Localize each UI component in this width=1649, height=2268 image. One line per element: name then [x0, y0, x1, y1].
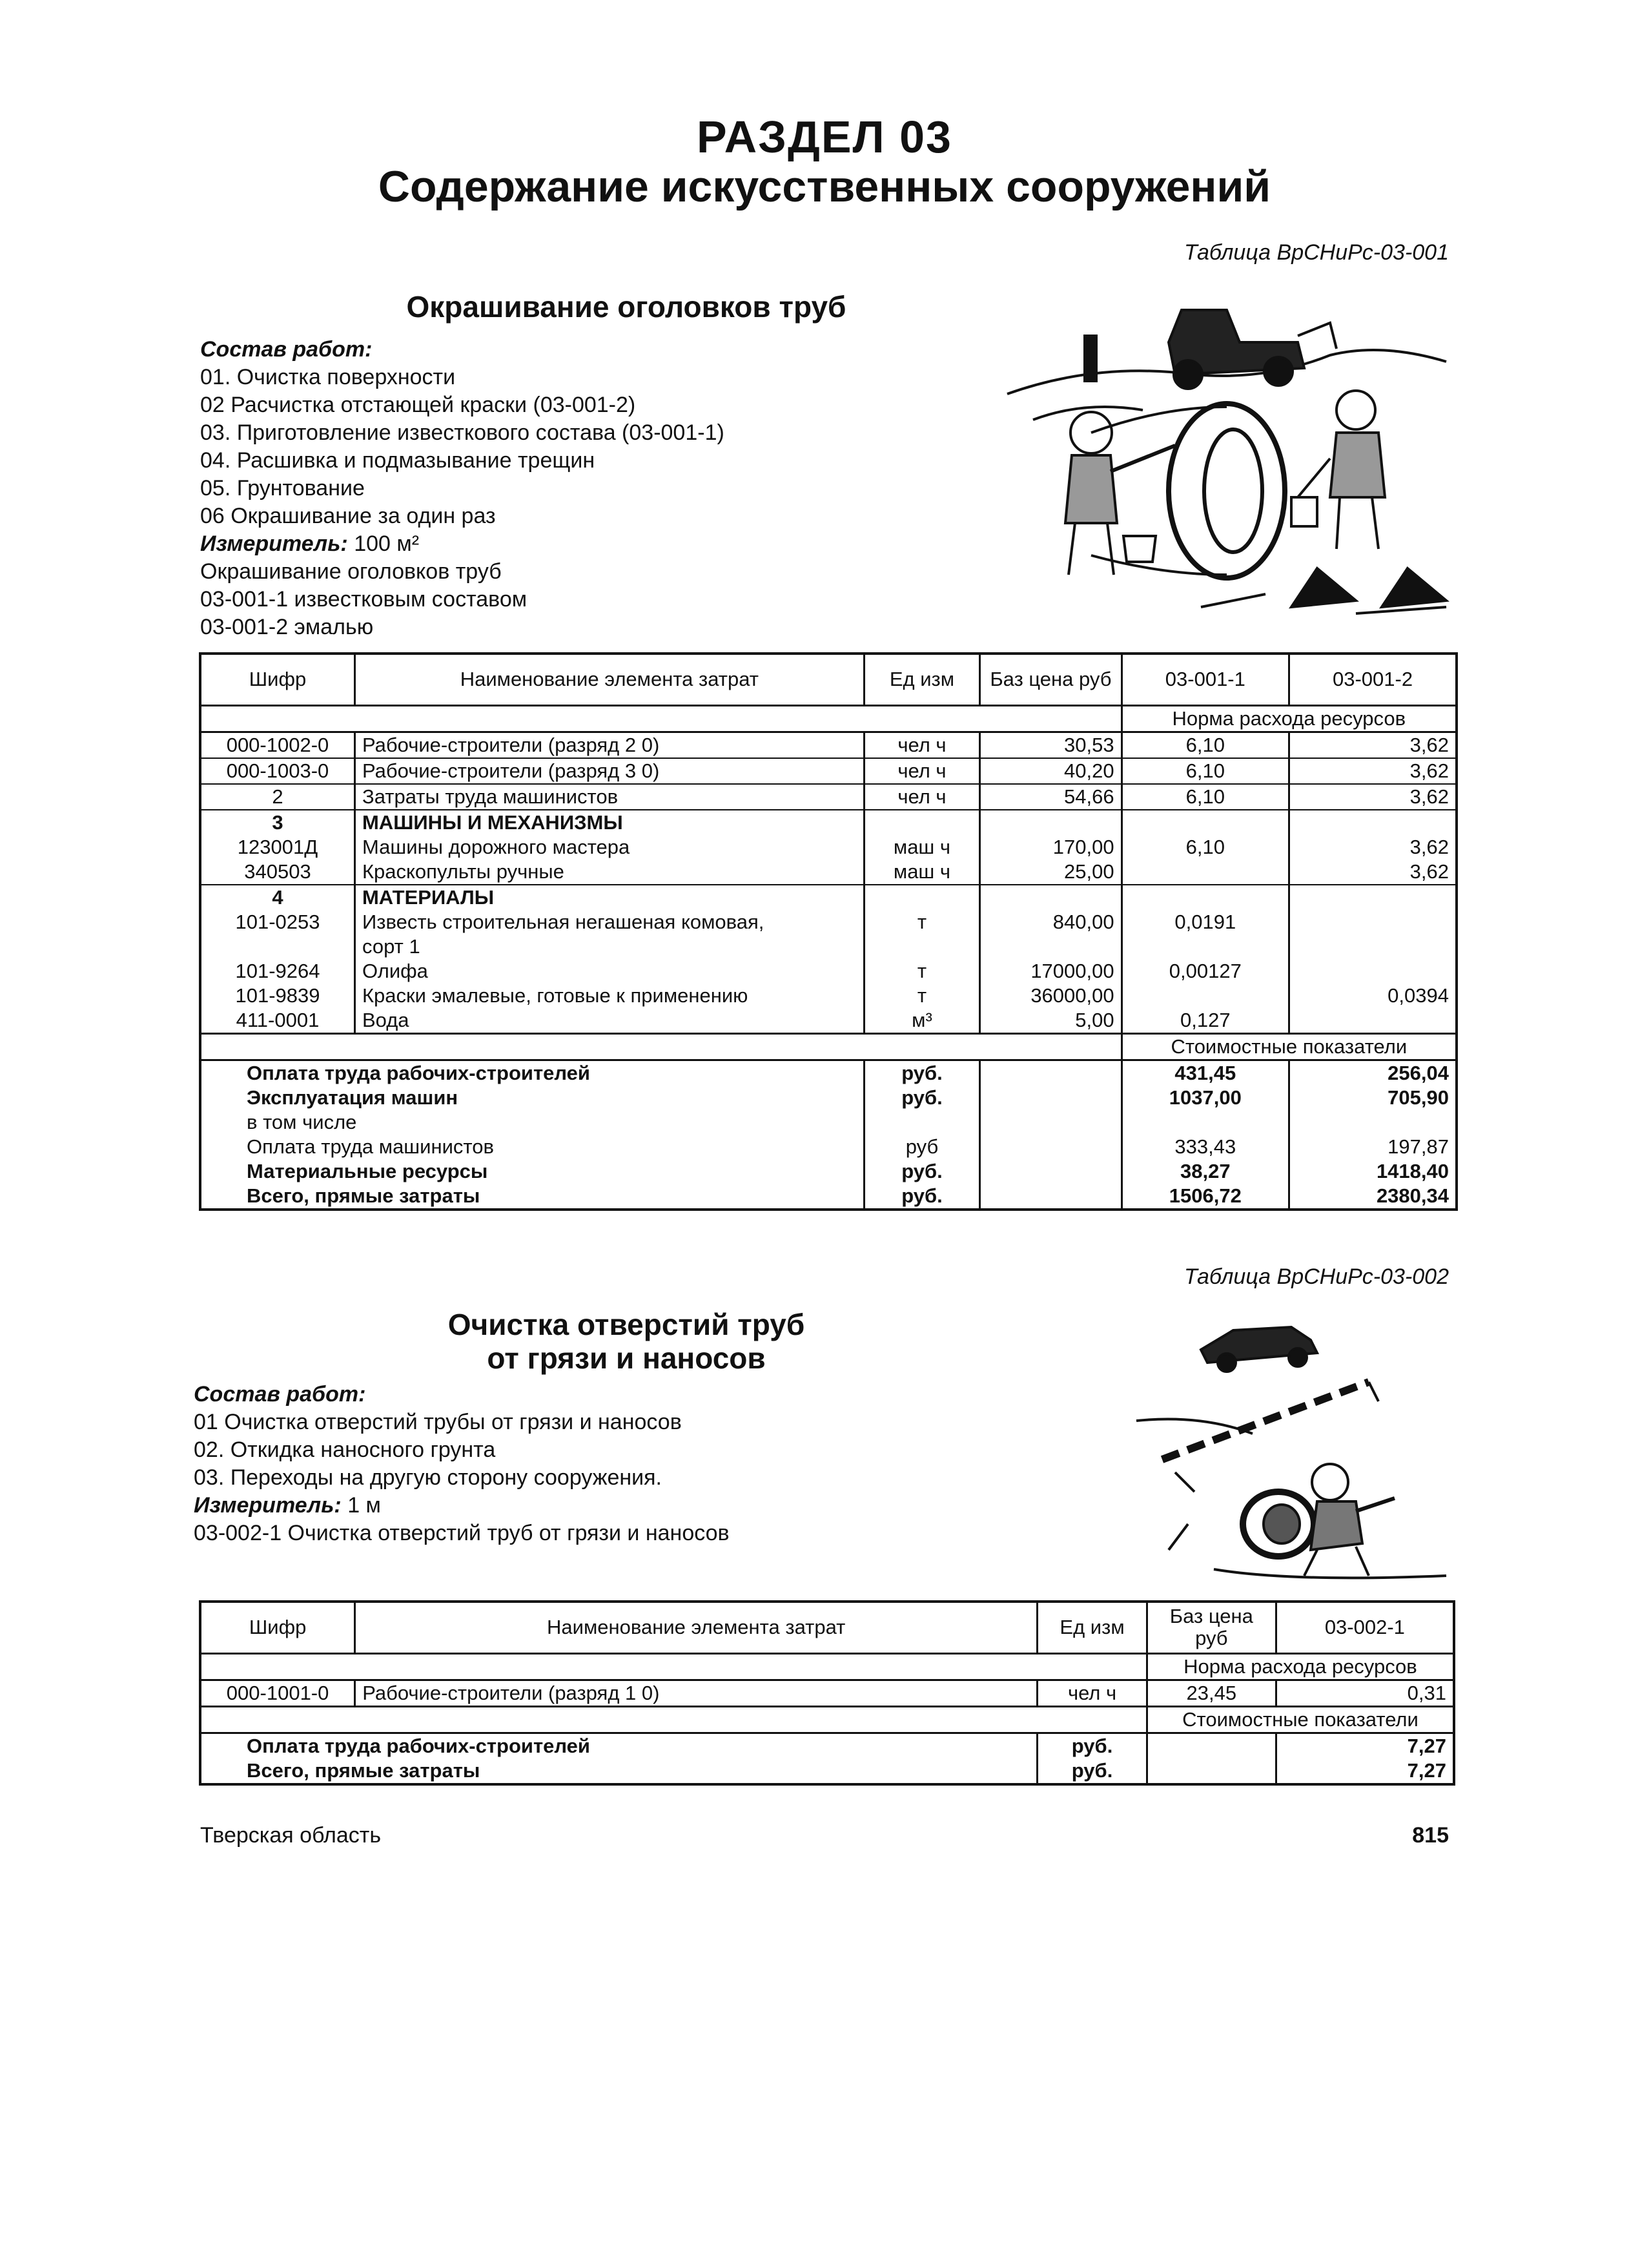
- name-cell: [354, 984, 864, 1008]
- meter-label: Измеритель:: [200, 531, 348, 556]
- price-cell: [980, 1184, 1122, 1210]
- unit-cell: маш ч: [864, 860, 980, 885]
- name-line: Известь строительная негашеная комовая,: [362, 910, 764, 933]
- table-row: [200, 860, 1457, 885]
- value-cell: 0,0394: [1289, 984, 1457, 1008]
- name-cell: [354, 910, 864, 959]
- group-row: [200, 885, 1457, 910]
- cost-name: Всего, прямые затраты: [200, 1184, 864, 1210]
- price-cell: [1147, 1758, 1276, 1784]
- cost-name: в том числе: [247, 1110, 357, 1133]
- section-number: РАЗДЕЛ 03: [697, 112, 952, 162]
- unit-cell: т: [864, 910, 980, 959]
- unit-cell: [864, 1110, 980, 1135]
- value-cell: 705,90: [1289, 1086, 1457, 1110]
- value-cell: [1289, 959, 1457, 984]
- cost-row: [200, 1184, 1457, 1210]
- unit-cell: чел ч: [864, 758, 980, 784]
- empty-cell: [980, 810, 1122, 835]
- code-cell: 000-1002-0: [200, 732, 354, 758]
- value-cell: 6,10: [1122, 758, 1289, 784]
- cost-row: [200, 1135, 1457, 1159]
- workers-painting-pipe-icon: [994, 304, 1472, 626]
- cost-row: [200, 1159, 1457, 1184]
- table2-title-line2: от грязи и наносов: [487, 1341, 766, 1375]
- table-row: [200, 732, 1457, 758]
- empty-cell: [1289, 810, 1457, 835]
- cost-band: [200, 1033, 1457, 1060]
- name-line: Олифа: [362, 959, 428, 982]
- price-cell: 840,00: [980, 910, 1122, 959]
- meter-line: [194, 1492, 730, 1520]
- value-cell: 6,10: [1122, 784, 1289, 810]
- table1-ref: Таблица ВрСНиРс-03-001: [1183, 240, 1449, 265]
- price-cell: [980, 1159, 1122, 1184]
- cost-band: [200, 1706, 1454, 1733]
- resource-table-2: [199, 1600, 1455, 1786]
- table-row: [200, 1680, 1454, 1706]
- empty-cell: [864, 885, 980, 910]
- group-name: МАШИНЫ И МЕХАНИЗМЫ: [354, 810, 864, 835]
- meter-value: 100 м²: [354, 531, 420, 556]
- price-cell: [980, 1086, 1122, 1110]
- unit-cell: м³: [864, 1008, 980, 1034]
- value-cell: 197,87: [1289, 1135, 1457, 1159]
- group-code: 4: [272, 885, 283, 909]
- code-cell: 411-0001: [200, 1008, 354, 1034]
- name-cell: [354, 959, 864, 984]
- header-name: Наименование элемента затрат: [355, 1602, 1038, 1653]
- work-item: 02. Откидка наносного грунта: [194, 1438, 496, 1462]
- value-cell: 6,10: [1122, 732, 1289, 758]
- cost-row: [200, 1060, 1457, 1086]
- work-item: 04. Расшивка и подмазывание трещин: [200, 448, 595, 473]
- work-item: 06 Окрашивание за один раз: [200, 504, 496, 528]
- name-line: Вода: [362, 1008, 409, 1031]
- price-cell: [980, 1110, 1122, 1135]
- code-cell: 101-0253: [235, 910, 320, 933]
- unit-cell: руб.: [864, 1086, 980, 1110]
- name-line: сорт 1: [362, 934, 420, 958]
- header-price: Баз цена руб: [1147, 1602, 1276, 1653]
- header-col2: 03-001-2: [1289, 654, 1457, 705]
- composition-label: Состав работ:: [200, 337, 373, 362]
- empty-cell: [1289, 885, 1457, 910]
- code-cell: 101-9839: [235, 984, 320, 1007]
- variants-title: Окрашивание оголовков труб: [200, 559, 502, 584]
- section-title: Содержание искусственных сооружений: [378, 162, 1271, 211]
- cost-name: Оплата труда рабочих-строителей: [247, 1734, 590, 1757]
- value-cell: 256,04: [1289, 1060, 1457, 1086]
- value-cell: 431,45: [1122, 1060, 1289, 1086]
- norm-band: [200, 705, 1457, 732]
- header-code: Шифр: [200, 1602, 355, 1653]
- work-item: 05. Грунтование: [200, 476, 365, 500]
- table-row: [200, 959, 1457, 984]
- price-cell: 25,00: [980, 860, 1122, 885]
- table1-title: Окрашивание оголовков труб: [406, 290, 846, 324]
- meter-line: [200, 530, 724, 558]
- price-cell: 30,53: [980, 732, 1122, 758]
- cost-row: [200, 1733, 1454, 1758]
- value-cell: [1289, 1110, 1457, 1135]
- unit-cell: т: [864, 959, 980, 984]
- table2-intro: [194, 1381, 730, 1547]
- name-cell: Машины дорожного мастера: [354, 835, 864, 860]
- price-cell: [980, 1135, 1122, 1159]
- norm-label: Норма расхода ресурсов: [1147, 1653, 1454, 1680]
- work-item: 02 Расчистка отстающей краски (03-001-2): [200, 393, 636, 417]
- value-cell: 38,27: [1122, 1159, 1289, 1184]
- value-cell: [1289, 910, 1457, 959]
- table-row: [200, 1008, 1457, 1034]
- header-unit: Ед изм: [864, 654, 980, 705]
- unit-cell: руб.: [1038, 1733, 1147, 1758]
- table-row: [200, 758, 1457, 784]
- resource-table-1: [199, 652, 1458, 1211]
- worker-cleaning-pipe-icon: [1123, 1304, 1459, 1589]
- norm-band: [200, 1653, 1454, 1680]
- header-col1: 03-002-1: [1276, 1602, 1454, 1653]
- cost-row: [200, 1086, 1457, 1110]
- unit-cell: руб: [864, 1135, 980, 1159]
- cost-row: [200, 1758, 1454, 1784]
- value-cell: 1037,00: [1122, 1086, 1289, 1110]
- value-cell: 3,62: [1289, 835, 1457, 860]
- work-item: 01. Очистка поверхности: [200, 365, 456, 389]
- unit-cell: руб.: [864, 1159, 980, 1184]
- value-cell: 7,27: [1276, 1758, 1454, 1784]
- cost-row: [200, 1110, 1457, 1135]
- work-item: 03. Приготовление известкового состава (03-001-1): [200, 420, 724, 445]
- table-row: [200, 910, 1457, 959]
- code-cell: 000-1001-0: [200, 1680, 355, 1706]
- code-cell: 340503: [200, 860, 354, 885]
- name-cell: [354, 1008, 864, 1034]
- empty-cell: [1122, 810, 1289, 835]
- value-cell: [1122, 1110, 1289, 1135]
- code-cell: 101-9264: [235, 959, 320, 982]
- value-cell: [1289, 1008, 1457, 1034]
- value-cell: 0,00127: [1122, 959, 1289, 984]
- table2-title-line1: Очистка отверстий труб: [447, 1308, 805, 1341]
- variant-item: 03-002-1 Очистка отверстий труб от грязи и наносов: [194, 1521, 730, 1545]
- work-item: 03. Переходы на другую сторону сооружения.: [194, 1465, 662, 1490]
- value-cell: 2380,34: [1289, 1184, 1457, 1210]
- unit-cell: чел ч: [864, 732, 980, 758]
- unit-cell: чел ч: [864, 784, 980, 810]
- cost-label: Стоимостные показатели: [1147, 1706, 1454, 1733]
- cost-name: Оплата труда рабочих-строителей: [247, 1061, 590, 1084]
- empty-cell: [200, 1033, 1122, 1060]
- group-name: МАТЕРИАЛЫ: [354, 885, 864, 910]
- price-cell: 54,66: [980, 784, 1122, 810]
- table-header-row: [200, 654, 1457, 705]
- header-unit: Ед изм: [1038, 1602, 1147, 1653]
- cost-name: Эксплуатация машин: [247, 1086, 458, 1109]
- value-cell: 0,127: [1122, 1008, 1289, 1034]
- group-code: 3: [272, 810, 283, 834]
- name-cell: Рабочие-строители (разряд 2 0): [354, 732, 864, 758]
- value-cell: 3,62: [1289, 732, 1457, 758]
- page-number: 815: [1412, 1823, 1449, 1848]
- price-cell: 36000,00: [980, 984, 1122, 1008]
- empty-cell: [980, 885, 1122, 910]
- value-cell: 0,0191: [1122, 910, 1289, 959]
- name-cell: Краскопульты ручные: [354, 860, 864, 885]
- table1-intro: [200, 336, 724, 641]
- norm-label: Норма расхода ресурсов: [1122, 705, 1457, 732]
- name-cell: Рабочие-строители (разряд 1 0): [355, 1680, 1038, 1706]
- variant-item: 03-001-2 эмалью: [200, 615, 374, 639]
- cost-name: Оплата труда машинистов: [247, 1135, 494, 1158]
- name-cell: Рабочие-строители (разряд 3 0): [354, 758, 864, 784]
- price-cell: 40,20: [980, 758, 1122, 784]
- cost-name: Материальные ресурсы: [247, 1159, 488, 1182]
- table-row: [200, 835, 1457, 860]
- unit-cell: руб.: [1038, 1758, 1147, 1784]
- cost-name: Всего, прямые затраты: [200, 1758, 1038, 1784]
- header-col1: 03-001-1: [1122, 654, 1289, 705]
- header-name: Наименование элемента затрат: [354, 654, 864, 705]
- price-cell: 17000,00: [980, 959, 1122, 984]
- price-cell: [980, 1060, 1122, 1086]
- table-row: [200, 984, 1457, 1008]
- value-cell: 7,27: [1276, 1733, 1454, 1758]
- unit-cell: руб.: [864, 1184, 980, 1210]
- empty-cell: [200, 1706, 1147, 1733]
- code-cell: 000-1003-0: [200, 758, 354, 784]
- footer-region: Тверская область: [200, 1823, 382, 1848]
- variant-item: 03-001-1 известковым составом: [200, 587, 527, 612]
- cost-label: Стоимостные показатели: [1122, 1033, 1457, 1060]
- header-price: Баз цена руб: [980, 654, 1122, 705]
- name-line: Краски эмалевые, готовые к применению: [362, 984, 748, 1007]
- value-cell: 1506,72: [1122, 1184, 1289, 1210]
- unit-cell: т: [864, 984, 980, 1008]
- name-cell: Затраты труда машинистов: [354, 784, 864, 810]
- group-row: [200, 810, 1457, 835]
- value-cell: 0,31: [1276, 1680, 1454, 1706]
- value-cell: 3,62: [1289, 758, 1457, 784]
- value-cell: 3,62: [1289, 784, 1457, 810]
- empty-cell: [864, 810, 980, 835]
- value-cell: 3,62: [1289, 860, 1457, 885]
- value-cell: 333,43: [1122, 1135, 1289, 1159]
- table2-title: [362, 1308, 891, 1375]
- table2-ref: Таблица ВрСНиРс-03-002: [1183, 1264, 1449, 1289]
- table-header-row: [200, 1602, 1454, 1653]
- unit-cell: руб.: [864, 1060, 980, 1086]
- value-cell: [1122, 984, 1289, 1008]
- price-cell: 23,45: [1147, 1680, 1276, 1706]
- unit-cell: маш ч: [864, 835, 980, 860]
- value-cell: [1122, 860, 1289, 885]
- empty-cell: [1122, 885, 1289, 910]
- value-cell: 6,10: [1122, 835, 1289, 860]
- composition-label: Состав работ:: [194, 1382, 366, 1407]
- meter-label: Измеритель:: [194, 1493, 342, 1518]
- meter-value: 1 м: [347, 1493, 381, 1518]
- header-code: Шифр: [200, 654, 354, 705]
- price-cell: [1147, 1733, 1276, 1758]
- price-cell: 5,00: [980, 1008, 1122, 1034]
- value-cell: 1418,40: [1289, 1159, 1457, 1184]
- code-cell: 123001Д: [237, 835, 318, 858]
- table-row: [200, 784, 1457, 810]
- unit-cell: чел ч: [1038, 1680, 1147, 1706]
- work-item: 01 Очистка отверстий трубы от грязи и наносов: [194, 1410, 682, 1434]
- code-cell: 2: [200, 784, 354, 810]
- price-cell: 170,00: [980, 835, 1122, 860]
